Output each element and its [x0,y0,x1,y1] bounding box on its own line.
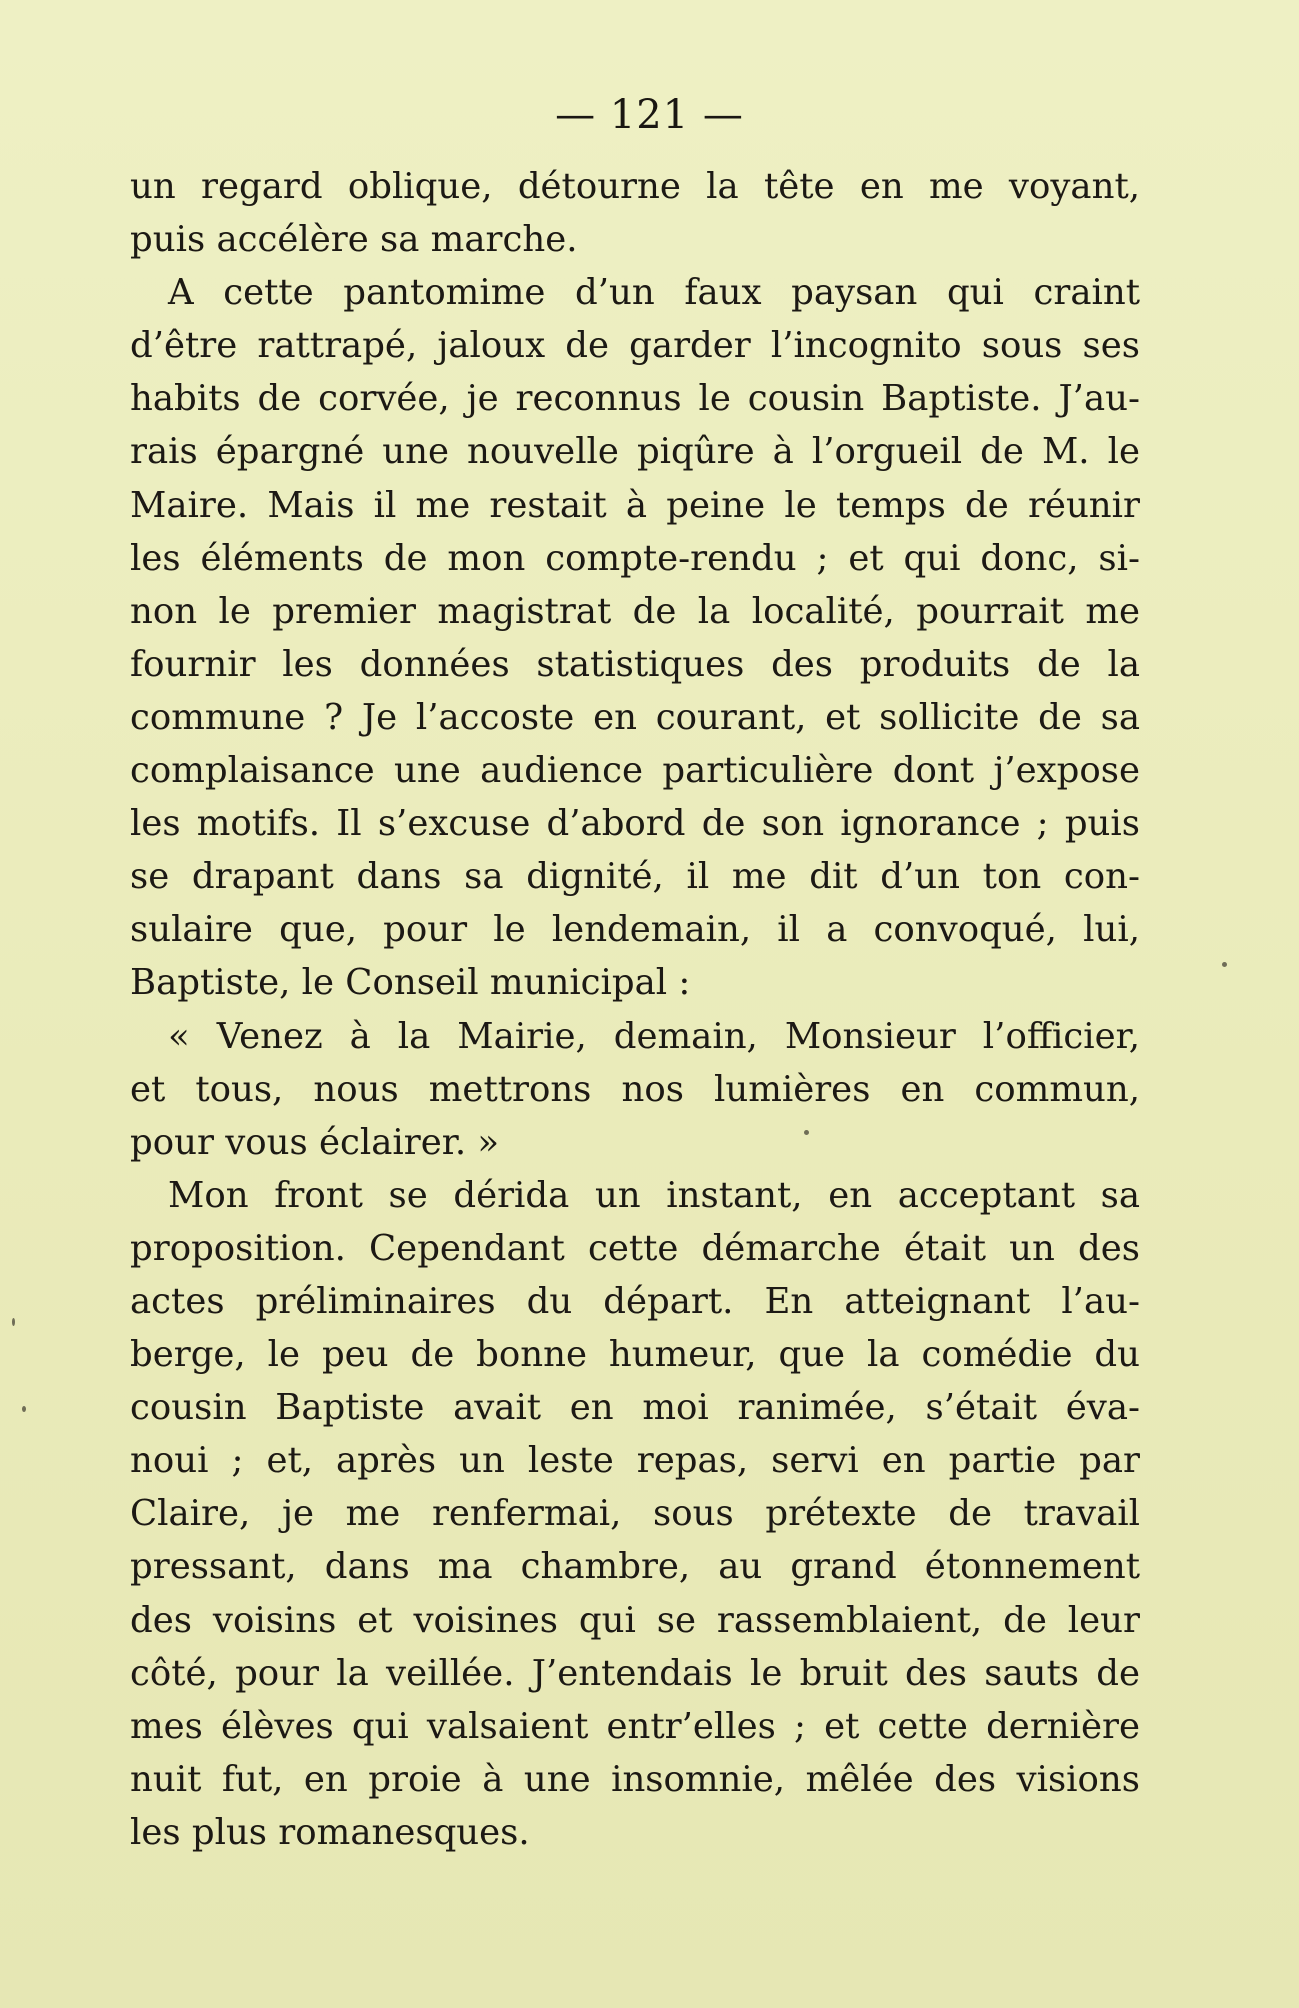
text-line: Claire, je me renfermai, sous prétexte de travail [130,1493,1140,1535]
text-line: Mon front se dérida un instant, en acceptant sa [168,1174,1140,1216]
text-line: habits de corvée, je reconnus le cousin Baptiste. J’au- [130,378,1140,420]
text-line: d’être rattrapé, jaloux de garder l’incognito sous ses [130,325,1140,367]
text-line: puis accélère sa marche. [130,219,578,261]
text-line: A cette pantomime d’un faux paysan qui craint [168,272,1140,314]
text-line: un regard oblique, détourne la tête en me voyant, [130,166,1140,207]
body-text [130,160,1140,1859]
text-line: complaisance une audience particulière dont j’expose [130,750,1140,792]
text-line: fournir les données statistiques des produits de la [130,643,1140,685]
text-line: Maire. Mais il me restait à peine le temps de réunir [130,484,1140,526]
text-line: pressant, dans ma chambre, au grand étonnement [130,1546,1140,1588]
text-line: rais épargné une nouvelle piqûre à l’orgueil de M. le [130,431,1140,473]
text-line: sulaire que, pour le lendemain, il a convoqué, lui, [130,909,1140,951]
text-line: cousin Baptiste avait en moi ranimée, s’était éva- [130,1387,1140,1429]
text-line: « Venez à la Mairie, demain, Monsieur l’officier, [168,1015,1140,1057]
text-line: les motifs. Il s’excuse d’abord de son ignorance ; puis [130,803,1140,845]
text-line: Baptiste, le Conseil municipal : [130,962,691,1004]
text-line: les éléments de mon compte-rendu ; et qui donc, si- [130,537,1140,579]
text-line: berge, le peu de bonne humeur, que la comédie du [130,1334,1140,1376]
text-line: des voisins et voisines qui se rassemblaient, de leur [130,1599,1140,1641]
text-line: côté, pour la veillée. J’entendais le bruit des sauts de [130,1652,1140,1694]
text-line: pour vous éclairer. » [130,1121,500,1163]
text-line: nuit fut, en proie à une insomnie, mêlée des visions [130,1758,1140,1800]
text-line: proposition. Cependant cette démarche était un des [130,1227,1140,1269]
text-line: actes préliminaires du départ. En atteignant l’au- [130,1280,1140,1322]
text-line: et tous, nous mettrons nos lumières en commun, [130,1068,1140,1110]
text-line: se drapant dans sa dignité, il me dit d’un ton con- [130,856,1140,898]
print-speck [1222,962,1227,967]
text-line: non le premier magistrat de la localité, pourrait me [130,590,1140,632]
print-speck [22,1406,26,1412]
page-number: — 121 — [555,92,744,138]
text-line: mes élèves qui valsaient entr’elles ; et cette dernière [130,1705,1140,1747]
print-speck [804,1130,809,1135]
print-speck [12,1318,15,1326]
text-line: les plus romanesques. [130,1811,530,1853]
text-line: commune ? Je l’accoste en courant, et sollicite de sa [130,696,1140,738]
text-line: noui ; et, après un leste repas, servi en partie par [130,1440,1140,1482]
